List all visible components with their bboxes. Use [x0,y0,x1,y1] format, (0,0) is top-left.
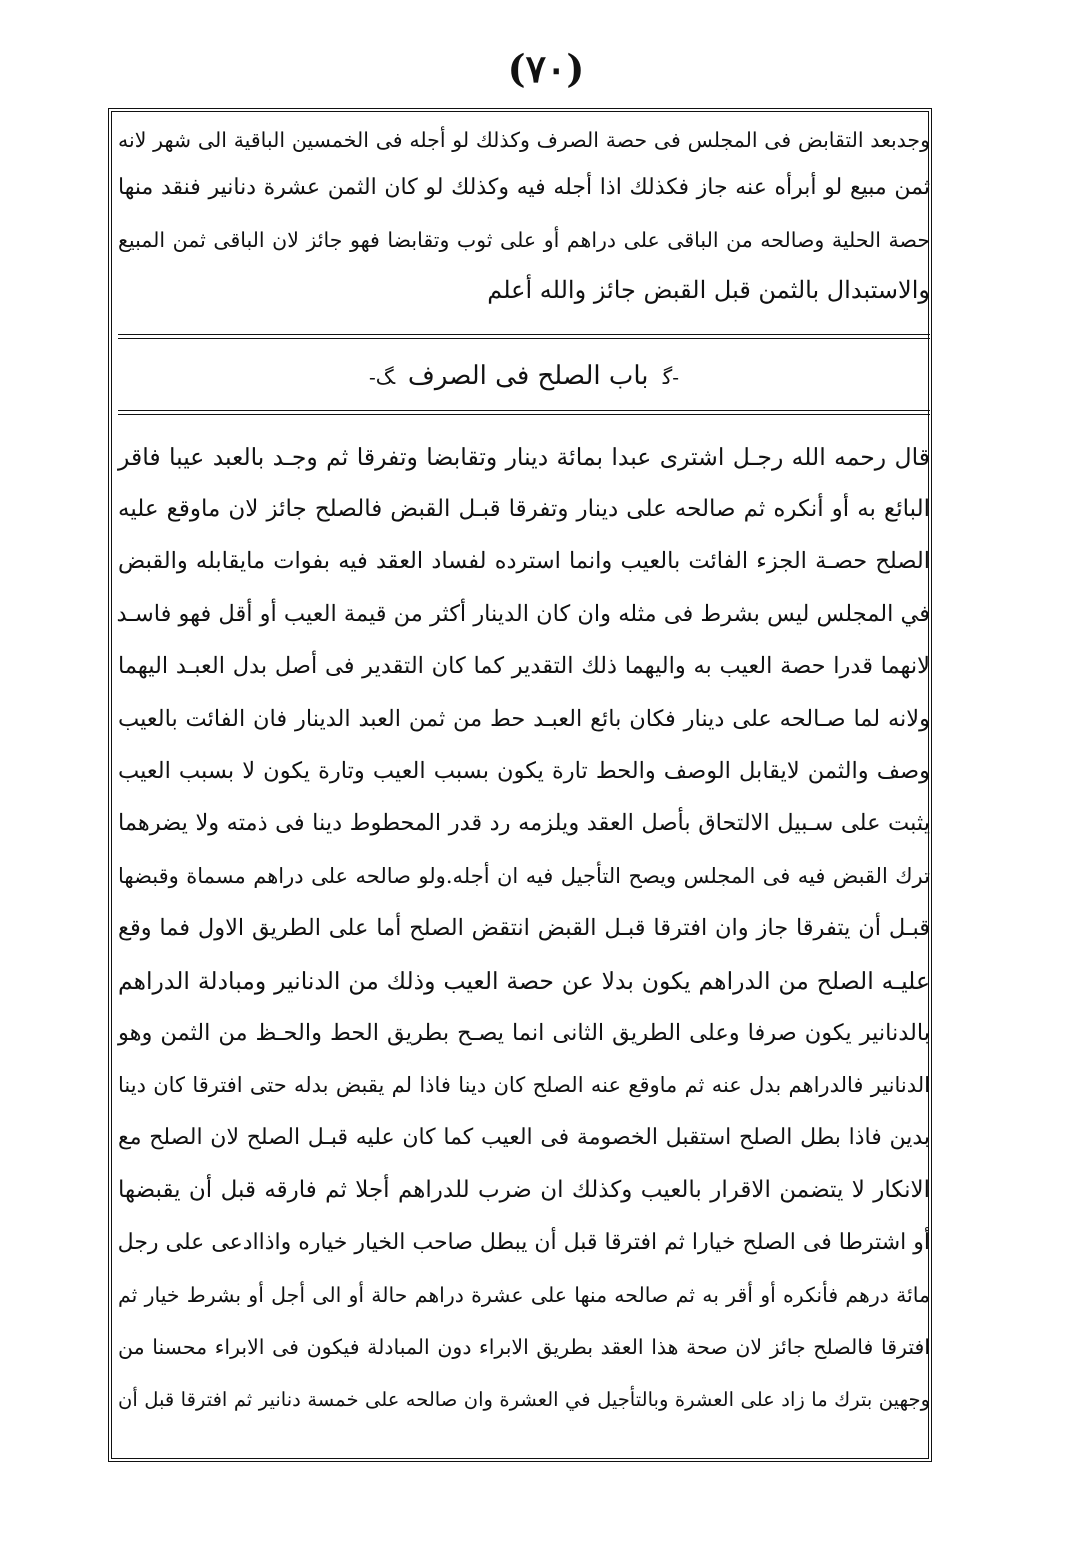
text-line: بدين فاذا بطل الصلح استقبل الخصومة فى العيب كما كان عليه قبـل الصلح لان الصلح مع [118,1125,930,1150]
ornament-right-icon: -ﮔ [662,365,680,389]
text-line: والاستبدال بالثمن قبل القبض جائز والله أعلم [487,276,930,304]
ornament-left-icon: ﮓ- [368,365,394,389]
chapter-title: باب الصلح فى الصرف [407,361,649,391]
text-line: يثبت على سـبيل الالتحاق بأصل العقد ويلزمه رد قدر المحطوط دينا فى ذمته ولا يضرهما [118,810,930,836]
text-line: الانكار لا يتضمن الاقرار بالعيب وكذلك ان ضرب للدراهم أجلا ثم فارقه قبل أن يقبضها [118,1177,930,1203]
text-line: الدنانير فالدراهم بدل عنه ثم ماوقع عنه الصلح كان دينا فاذا لم يقبض بدله حتى افترقا كان دينا [118,1073,930,1097]
text-line: في المجلس ليس بشرط فى مثله وان كان الدينار أكثر من قيمة العيب أو أقل فهو فاسـد [116,601,930,627]
text-line: ثمن مبيع لو أبرأه عنه جاز فكذلك اذا أجله فيه وكذلك لو كان الثمن عشرة دنانير فنقد منها [118,175,930,200]
text-line: حصة الحلية وصالحه من الباقى على دراهم أو على ثوب وتقابضا فهو جائز لان الباقى ثمن المبيع [118,228,930,252]
text-line: قال رحمه الله رجـل اشترى عبدا بمائة دينار وتقابضا وتفرقا ثم وجـد بالعبد عيبا فاقر [118,443,930,471]
divider-rule-bottom [118,410,930,415]
text-line: عليـه الصلح من الدراهم يكون بدلا عن حصة العيب وذلك من الدنانير ومبادلة الدراهم [118,967,930,995]
chapter-heading [118,354,930,398]
text-line: بالدنانير يكون صرفا وعلى الطريق الثانى انما يصـح بطريق الحط والحـظ من الثمن وهو [118,1020,930,1046]
text-line: وجهين بترك ما زاد على العشرة وبالتأجيل في العشرة وان صالحه على خمسة دنانير ثم افترقا قبل أن [118,1388,930,1411]
text-line: قبـل أن يتفرقا جاز وان افترقا قبـل القبض انتقض الصلح أما على الطريق الاول فما وقع [118,915,930,941]
text-line: ترك القبض فيه فى المجلس ويصح التأجيل فيه ان أجله.ولو صالحه على دراهم مسماة وقبضها [118,864,930,888]
divider-rule-top [118,334,930,339]
text-line: أو اشترطا فى الصلح خيارا ثم افترقا قبل أن يبطل صاحب الخيار خياره واذاادعى على رجل [117,1230,930,1255]
text-line: افترقا فالصلح جائز لان صحة هذا العقد بطريق الابراء دون المبادلة فيكون فى الابراء محسنا من [118,1335,930,1359]
text-line: وجدبعد التقابض فى المجلس فى حصة الصرف وكذلك لو أجله فى الخمسين الباقية الى شهر لانه [118,128,930,152]
text-line: مائة درهم فأنكره أو أقر به ثم صالحه منها على عشرة دراهم حالة أو الى أجل أو بشرط خيار ثم [118,1283,930,1307]
text-line: الصلح حصـة الجزء الفائت بالعيب وانما استرده لفساد العقد فيه بفوات مايقابله والقبض [118,548,930,574]
paragraph-top [118,120,930,320]
text-line: ولانه لما صـالحه على دينار فكان بائع العبـد حط من ثمن العبد الدينار فان الفائت بالعيب [118,706,930,732]
paragraph-main [118,437,930,1447]
page-number: (٧٠) [507,46,585,91]
text-line: لانهما قدرا حصة العيب به واليهما ذلك التقدير كما كان التقدير فى أصل بدل العبـد اليهما [118,653,930,679]
text-line: وصف والثمن لايقابل الوصف والحط تارة يكون بسبب العيب وتارة يكون لا بسبب العيب [118,758,930,784]
text-line: البائع به أو أنكره ثم صالحه على دينار وتفرقا قبـل القبض فالصلح جائز لان ماوقع عليه [118,496,930,522]
